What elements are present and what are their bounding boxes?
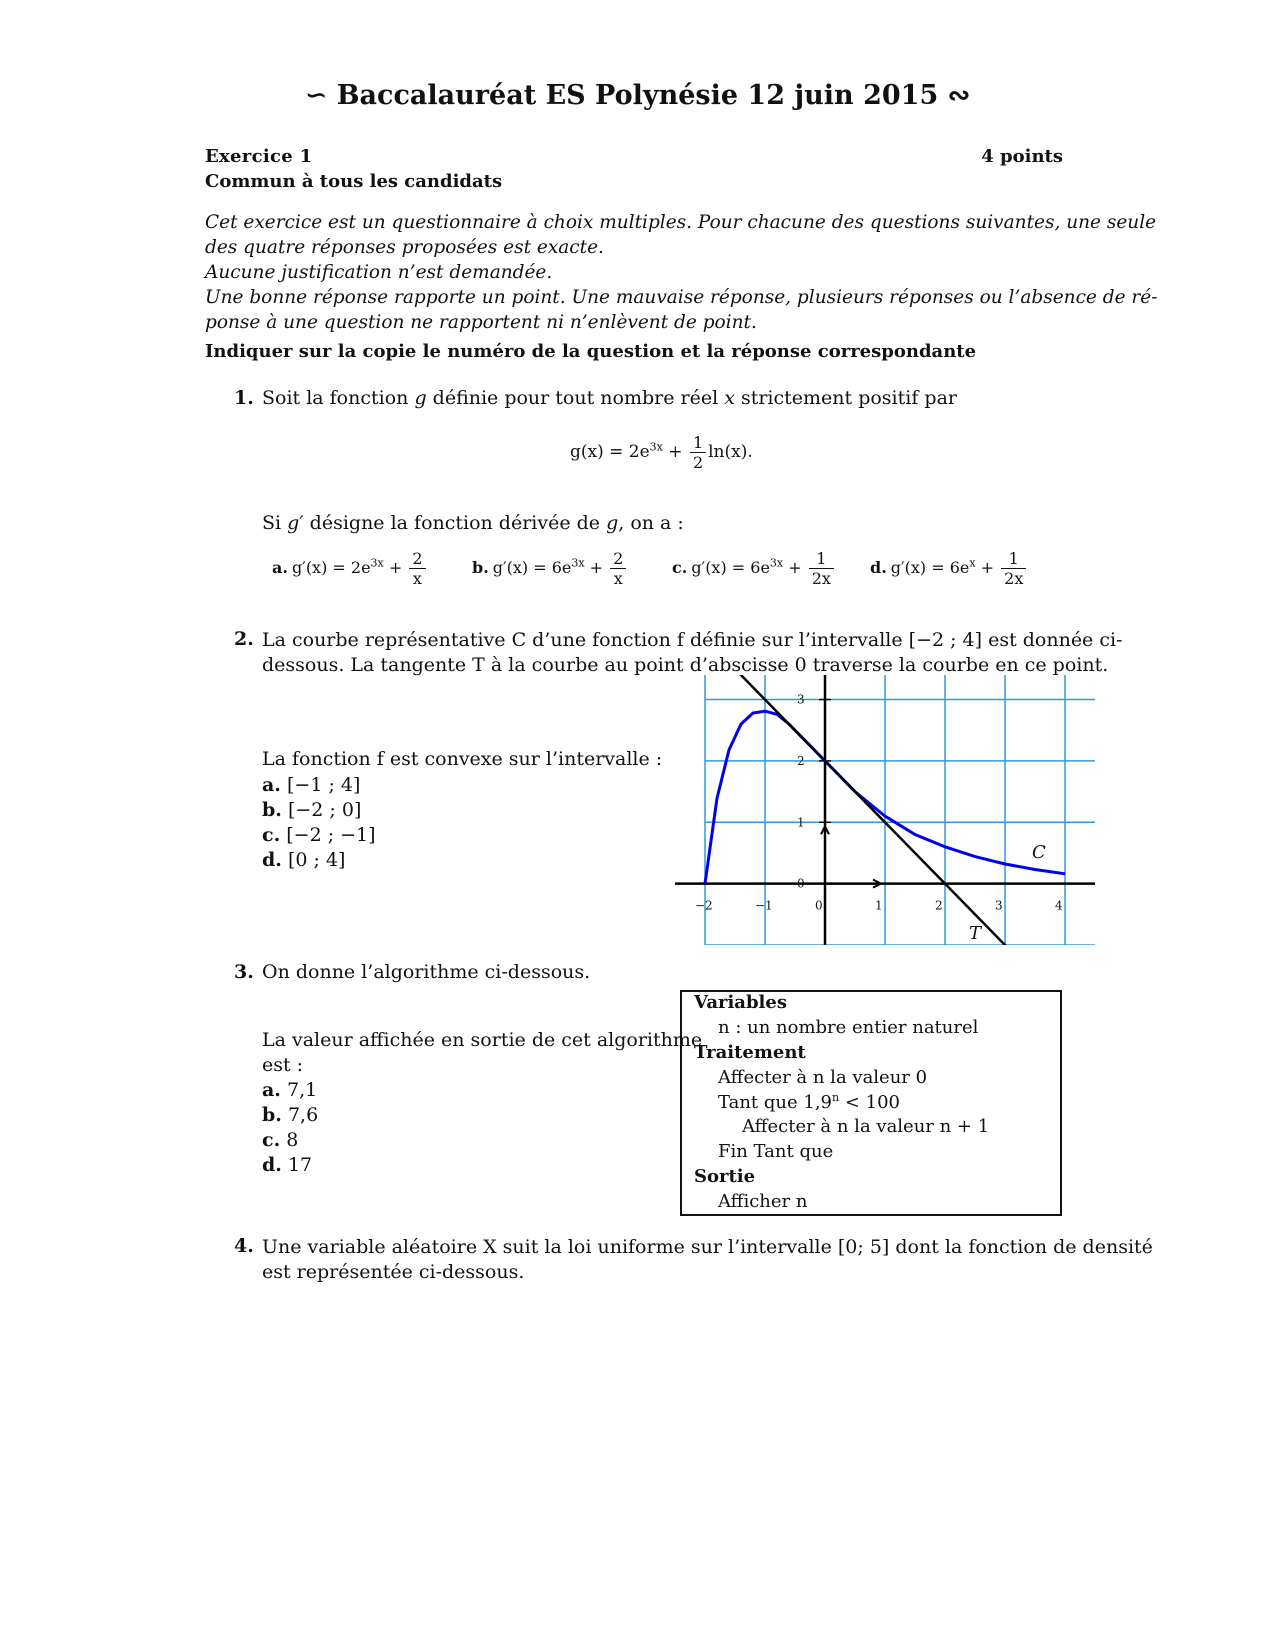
x-tick-label: 2 [935,898,943,913]
q1-option-a: a. $g'(x) = 2e^{3x}$ + $\frac{2}{x}$ [272,549,428,588]
algorithm-box [680,990,1062,1216]
title-text: Baccalauréat ES Polynésie 12 juin 2015 [336,80,939,111]
intro-line: des quatre réponses proposées est exacte. [205,237,604,258]
y-tick-label: 2 [797,753,805,768]
q2-statement: La courbe représentative C d’une fonction f définie sur l’intervalle [−2 ; 4] est donnée ci- dessous. La tangente T à la courbe au point d’abscisse 0 traverse la courbe en ce point. [262,629,1123,676]
q1-formula: $g(x) = 2e^{3x}$ + $\frac{1}{2}$ ln(x). [570,433,753,472]
x-tick-label: 1 [875,898,883,913]
q3-option-a: a. 7,1 [262,1079,318,1101]
curve-label: C [1032,841,1046,863]
instruction: Indiquer sur la copie le numéro de la question et la réponse correspondante [205,341,977,362]
q3-statement: On donne l’algorithme ci-dessous. [262,961,591,983]
q3-option-c: c. 8 [262,1129,299,1151]
q2-prompt: La fonction f est convexe sur l’intervalle : [262,748,663,770]
exercise-points: 4 points [981,146,1063,167]
algo-output-title: Sortie [694,1166,756,1187]
exercise-label: Exercice 1 [205,146,313,167]
q1-derivative-prompt: Si g′ désigne la fonction dérivée de g, on a : [262,512,684,534]
algo-treatment-title: Traitement [694,1042,806,1063]
q2-option-a: a. [−1 ; 4] [262,774,361,796]
algo-variable-line: n : un nombre entier naturel [718,1017,979,1038]
q2-option-c: c. [−2 ; −1] [262,824,376,846]
intro-line: Une bonne réponse rapporte un point. Une mauvaise réponse, plusieurs réponses ou l’absence de ré- [205,287,1158,308]
algo-step: Affecter à n la valeur n + 1 [742,1116,990,1137]
x-tick-label: 4 [1055,898,1063,913]
x-tick-label: 3 [995,898,1003,913]
q1-option-c: c. $g'(x) = 6e^{3x}$ + $\frac{1}{2x}$ [672,549,836,588]
ornament-right-icon: ∾ [947,80,971,111]
q3-option-b: b. 7,6 [262,1104,319,1126]
intro-line: Aucune justification n’est demandée. [205,262,553,283]
q1-statement: Soit la fonction g définie pour tout nombre réel x strictement positif par [262,387,957,409]
intro-line: ponse à une question ne rapportent ni n’enlèvent de point. [205,312,757,333]
intro-line: Cet exercice est un questionnaire à choix multiples. Pour chacune des questions suivantes, une seule [205,212,1157,233]
exercise-audience: Commun à tous les candidats [205,171,503,192]
algo-while: Tant que $1,9^n < 100$ [718,1091,900,1113]
x-tick-label: −2 [695,898,713,913]
q3-number: 3. [234,961,254,983]
q2-number: 2. [234,628,254,650]
algo-step: Affecter à n la valeur 0 [718,1067,928,1088]
q1-option-b: b. $g'(x) = 6e^{3x}$ + $\frac{2}{x}$ [472,549,628,588]
exercise-intro [205,210,1158,335]
y-tick-label: 0 [797,876,805,891]
q1-number: 1. [234,387,254,409]
fraction: $\frac{1}{2}$ [690,433,706,472]
algo-variables-title: Variables [694,992,787,1013]
q2-option-d: d. [0 ; 4] [262,849,346,871]
q2-options [262,773,376,873]
x-tick-label: 0 [815,898,823,913]
q1-option-d: d. $g'(x) = 6e^x$ + $\frac{1}{2x}$ [870,549,1028,588]
q2-option-b: b. [−2 ; 0] [262,799,362,821]
q4-statement: Une variable aléatoire X suit la loi uniforme sur l’intervalle [0; 5] dont la fonction de densité est représentée ci-dessous. [262,1236,1153,1283]
algo-output-line: Afficher n [718,1191,808,1212]
function-graph [675,675,1095,945]
ornament-left-icon: ∽ [304,80,328,111]
tangent-label: T [969,922,982,944]
x-tick-label: −1 [755,898,773,913]
q3-prompt-line: La valeur affichée en sortie de cet algorithme [262,1029,703,1051]
q3-option-d: d. 17 [262,1154,313,1176]
q3-prompt-line: est : [262,1054,304,1076]
unit-vector-i [825,880,881,888]
unit-vector-j [821,826,829,883]
q3-prompt-block [262,1028,702,1178]
y-tick-label: 3 [797,692,805,707]
algo-end-while: Fin Tant que [718,1141,834,1162]
y-tick-label: 1 [797,815,805,830]
q4-number: 4. [234,1235,254,1257]
page-title [0,80,1275,111]
